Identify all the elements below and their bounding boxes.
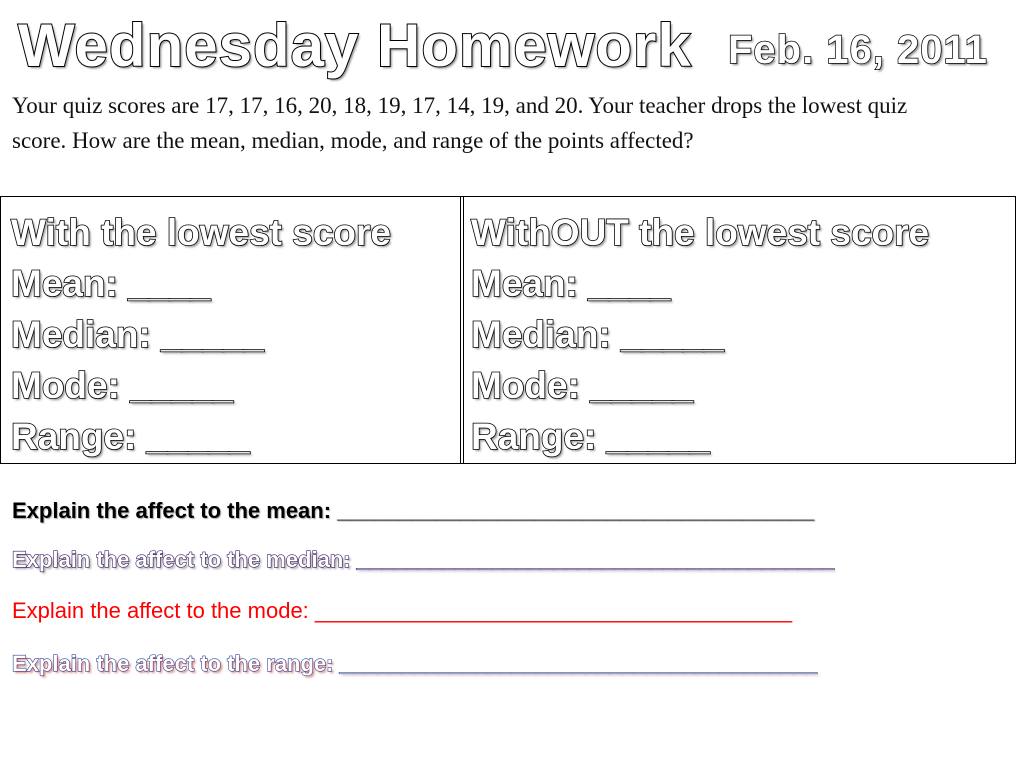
with-lowest-median: Median: _____ <box>11 314 264 355</box>
comparison-table <box>0 196 1016 464</box>
without-lowest-column <box>471 207 929 462</box>
explain-mean-prompt: Explain the affect to the mean: _______________________________________ <box>12 498 815 523</box>
with-lowest-range: Range: _____ <box>11 416 250 457</box>
explain-median-prompt: Explain the affect to the median: _______________________________________ <box>12 547 834 572</box>
with-lowest-column <box>11 207 391 462</box>
problem-statement: Your quiz scores are 17, 17, 16, 20, 18, 19, 17, 14, 19, and 20. Your teacher drops the lowest quiz score. How are the mean, median, mode, and range of the points affected? <box>12 93 908 153</box>
with-lowest-mean: Mean: ____ <box>11 263 211 304</box>
explain-range-prompt: Explain the affect to the range: _______________________________________ <box>12 651 817 676</box>
with-lowest-heading: With the lowest score <box>11 212 392 253</box>
explain-mode-prompt: Explain the affect to the mode: _______________________________________ <box>12 598 793 623</box>
date-label: Feb. 16, 2011 <box>728 28 988 72</box>
without-lowest-median: Median: _____ <box>471 314 724 355</box>
column-divider <box>460 197 464 463</box>
page-title: Wednesday Homework <box>18 12 692 79</box>
without-lowest-mode: Mode: _____ <box>471 365 694 406</box>
without-lowest-range: Range: _____ <box>471 416 710 457</box>
with-lowest-mode: Mode: _____ <box>11 365 234 406</box>
without-lowest-heading: WithOUT the lowest score <box>471 212 930 253</box>
without-lowest-mean: Mean: ____ <box>471 263 671 304</box>
